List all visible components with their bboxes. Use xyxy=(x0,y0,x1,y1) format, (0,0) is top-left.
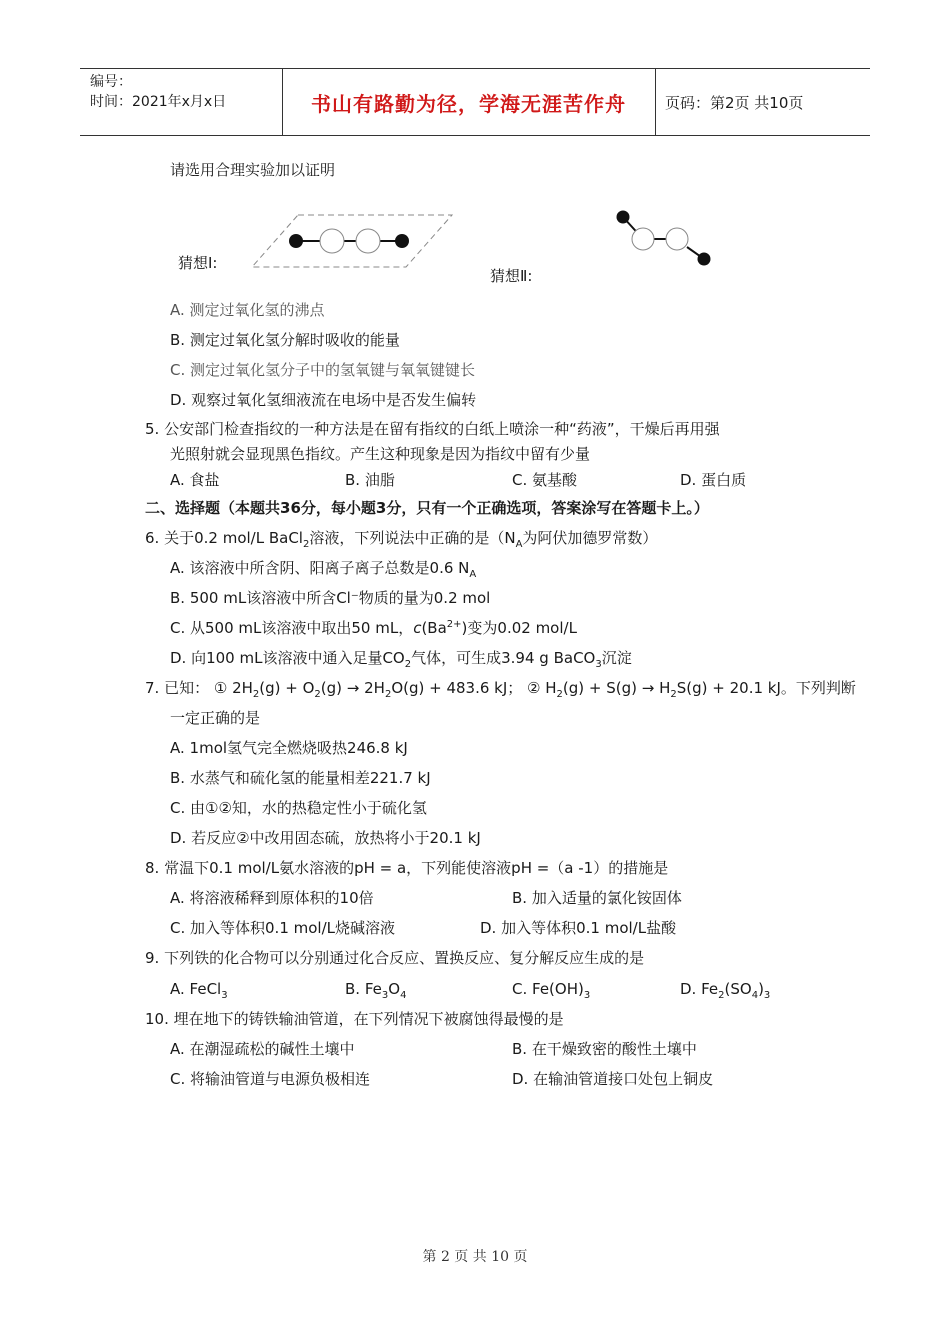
guess2-atom-h1 xyxy=(617,211,630,224)
q4-option-c: C. 测定过氧化氢分子中的氢氧键与氧氧键键长 xyxy=(170,361,476,379)
q4-guess1-label: 猜想Ⅰ: xyxy=(178,254,218,272)
q6-option-d: D. 向100 mL该溶液中通入足量$CO_2$气体，可生成3.94 g BaCO$_3$沉淀 xyxy=(170,649,632,670)
q10-option-c: C. 将输油管道与电源负极相连 xyxy=(170,1070,371,1088)
guess2-atom-o1 xyxy=(632,228,654,250)
q4-option-b: B. 测定过氧化氢分解时吸收的能量 xyxy=(170,331,400,349)
q7-option-a: A. 1mol氢气完全燃烧吸热246.8 kJ xyxy=(170,739,408,757)
guess2-atom-h2 xyxy=(698,253,711,266)
q7-stem-line2: 一定正确的是 xyxy=(170,709,261,727)
q5-option-c: C. 氨基酸 xyxy=(512,471,578,489)
guess1-atom-h2 xyxy=(395,234,409,248)
q9-option-d: D. $Fe_2(SO_4)_3$ xyxy=(680,980,771,1001)
guess1-atom-o1 xyxy=(320,229,344,253)
q6-option-c: C. 从500 mL该溶液中取出50 mL，$c(Ba^{2+})$变为0.02 mol/L xyxy=(170,619,577,637)
header-date: 时间：2021年x月x日 xyxy=(90,94,227,110)
q10-option-a: A. 在潮湿疏松的碱性土壤中 xyxy=(170,1040,355,1058)
q4-option-a: A. 测定过氧化氢的沸点 xyxy=(170,301,325,319)
guess1-atom-h1 xyxy=(289,234,303,248)
q6-option-b: B. 500 mL该溶液中所含Cl⁻物质的量为0.2 mol xyxy=(170,589,491,607)
header-divider-right xyxy=(655,68,656,136)
q8-stem: 8. 常温下0.1 mol/L氨水溶液的pH = a，下列能使溶液pH =（a -1）的措施是 xyxy=(145,859,669,877)
page-footer: 第 2 页 共 10 页 xyxy=(422,1249,528,1265)
header-motto: 书山有路勤为径，学海无涯苦作舟 xyxy=(311,92,626,116)
guess1-diagram xyxy=(250,213,455,271)
q5-option-a: A. 食盐 xyxy=(170,471,220,489)
q4-option-d: D. 观察过氧化氢细液流在电场中是否发生偏转 xyxy=(170,391,477,409)
q8-option-b: B. 加入适量的氯化铵固体 xyxy=(512,889,682,907)
q8-option-a: A. 将溶液稀释到原体积的10倍 xyxy=(170,889,374,907)
section-2-heading: 二、选择题（本题共36分，每小题3分，只有一个正确选项，答案涂写在答题卡上。） xyxy=(145,499,709,517)
q4-intro: 请选用合理实验加以证明 xyxy=(170,161,336,179)
q9-option-c: C. $Fe(OH)_3$ xyxy=(512,980,591,1001)
q8-option-c: C. 加入等体积0.1 mol/L烧碱溶液 xyxy=(170,919,396,937)
q7-option-d: D. 若反应②中改用固态硫，放热将小于20.1 kJ xyxy=(170,829,481,847)
header-code-label: 编号： xyxy=(90,74,132,90)
q8-option-d: D. 加入等体积0.1 mol/L盐酸 xyxy=(480,919,677,937)
q4-guess2-label: 猜想Ⅱ: xyxy=(490,267,533,285)
guess2-atom-o2 xyxy=(666,228,688,250)
q9-stem: 9. 下列铁的化合物可以分别通过化合反应、置换反应、复分解反应生成的是 xyxy=(145,949,645,967)
q10-stem: 10. 埋在地下的铸铁输油管道，在下列情况下被腐蚀得最慢的是 xyxy=(145,1010,564,1028)
guess2-diagram xyxy=(612,207,716,269)
q6-stem: 6. 关于0.2 mol/L BaCl$_2$溶液，下列说法中正确的是（$N_A$为阿伏加德罗常数） xyxy=(145,529,658,550)
header-page-info: 页码：第2页 共10页 xyxy=(665,94,804,112)
q7-option-b: B. 水蒸气和硫化氢的能量相差221.7 kJ xyxy=(170,769,431,787)
q7-option-c: C. 由①②知，水的热稳定性小于硫化氢 xyxy=(170,799,427,817)
q10-option-d: D. 在输油管道接口处包上铜皮 xyxy=(512,1070,714,1088)
q10-option-b: B. 在干燥致密的酸性土壤中 xyxy=(512,1040,697,1058)
q5-stem-line1: 5. 公安部门检查指纹的一种方法是在留有指纹的白纸上喷涂一种“药液”，干燥后再用强 xyxy=(145,420,720,438)
q7-stem: 7. 已知： ① $2H_2(g) + O_2(g) \to 2H_2O(g) + 483.6$ kJ； ② $H_2(g) + S(g) \to H_2S(g) + 20.1$ kJ。下列判断 xyxy=(145,679,856,700)
header-meta xyxy=(90,72,226,112)
q6-option-a: A. 该溶液中所含阴、阳离子离子总数是0.6 $N_A$ xyxy=(170,559,477,580)
q5-option-d: D. 蛋白质 xyxy=(680,471,747,489)
guess1-atom-o2 xyxy=(356,229,380,253)
q9-option-b: B. $Fe_3O_4$ xyxy=(345,980,407,1001)
q5-stem-line2: 光照射就会显现黑色指纹。产生这种现象是因为指纹中留有少量 xyxy=(170,445,591,463)
q5-option-b: B. 油脂 xyxy=(345,471,395,489)
q9-option-a: A. FeCl$_3$ xyxy=(170,980,228,1001)
header-bottom-rule xyxy=(80,135,870,136)
header-top-rule xyxy=(80,68,870,69)
